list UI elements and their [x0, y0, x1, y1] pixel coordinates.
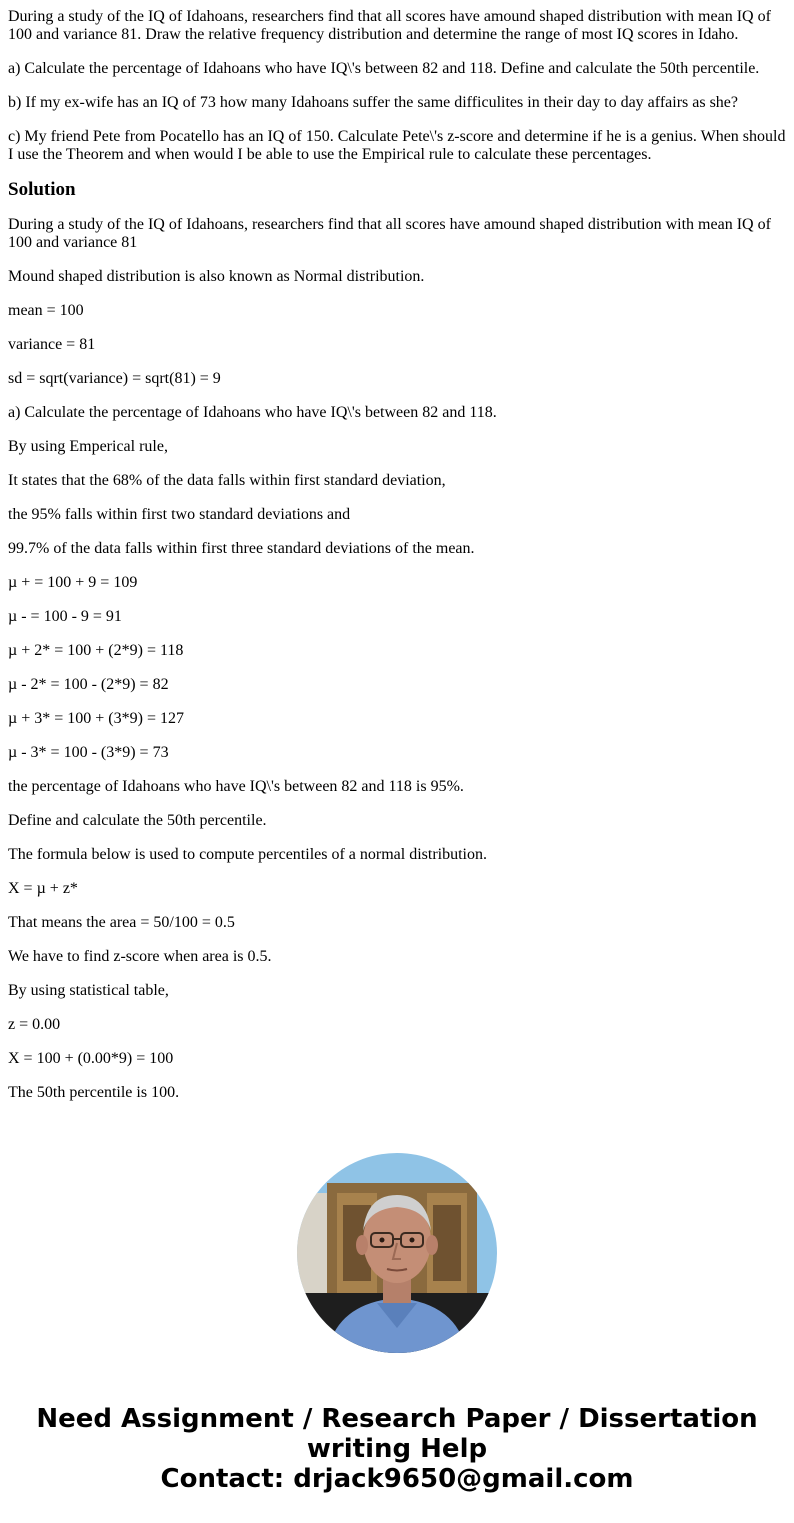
- solution-line: The 50th percentile is 100.: [8, 1084, 180, 1101]
- solution-line: X = 100 + (0.00*9) = 100: [8, 1050, 174, 1067]
- solution-line: By using statistical table,: [8, 982, 169, 999]
- question-part-c: c) My friend Pete from Pocatello has an IQ of 150. Calculate Pete\'s z-score and determine if he is a genius. When should I use the Theorem and when would I be able to use the Empirical rule to calculate these percentages.: [8, 128, 786, 163]
- solution-line: By using Emperical rule,: [8, 438, 168, 455]
- solution-line: µ - 2* = 100 - (2*9) = 82: [8, 676, 169, 693]
- solution-line: the 95% falls within first two standard deviations and: [8, 506, 351, 523]
- solution-line: µ + 2* = 100 + (2*9) = 118: [8, 642, 184, 659]
- solution-line: X = µ + z*: [8, 880, 78, 897]
- promo-line-2: writing Help: [306, 1434, 488, 1464]
- solution-line: µ - = 100 - 9 = 91: [8, 608, 122, 625]
- solution-line: µ + 3* = 100 + (3*9) = 127: [8, 710, 184, 727]
- solution-line: We have to find z-score when area is 0.5.: [8, 948, 272, 965]
- portrait-image: [297, 1153, 497, 1353]
- solution-line: mean = 100: [8, 302, 84, 319]
- solution-line: 99.7% of the data falls within first three standard deviations of the mean.: [8, 540, 475, 557]
- question-intro: During a study of the IQ of Idahoans, researchers find that all scores have amound shaped distribution with mean IQ of 100 and variance 81. Draw the relative frequency distribution and determine the range of most IQ scores in Idaho.: [8, 8, 771, 43]
- promo-footer: [0, 1404, 794, 1494]
- solution-line: µ + = 100 + 9 = 109: [8, 574, 138, 591]
- solution-line: During a study of the IQ of Idahoans, researchers find that all scores have amound shaped distribution with mean IQ of 100 and variance 81: [8, 216, 771, 251]
- contact-email: Contact: drjack9650@gmail.com: [160, 1464, 634, 1494]
- solution-line: µ - 3* = 100 - (3*9) = 73: [8, 744, 169, 761]
- solution-line: The formula below is used to compute percentiles of a normal distribution.: [8, 846, 487, 863]
- solution-line: It states that the 68% of the data falls within first standard deviation,: [8, 472, 446, 489]
- question-part-a: a) Calculate the percentage of Idahoans who have IQ\'s between 82 and 118. Define and calculate the 50th percentile.: [8, 60, 760, 77]
- solution-line: z = 0.00: [8, 1016, 61, 1033]
- promo-line-1: Need Assignment / Research Paper / Dissertation: [36, 1404, 758, 1434]
- solution-line: Mound shaped distribution is also known as Normal distribution.: [8, 268, 425, 285]
- author-avatar: [297, 1153, 497, 1353]
- solution-heading: Solution: [8, 179, 76, 200]
- question-part-b: b) If my ex-wife has an IQ of 73 how many Idahoans suffer the same difficulites in their day to day affairs as she?: [8, 94, 738, 111]
- solution-line: variance = 81: [8, 336, 96, 353]
- solution-line: Define and calculate the 50th percentile.: [8, 812, 267, 829]
- solution-line: That means the area = 50/100 = 0.5: [8, 914, 235, 931]
- solution-line: a) Calculate the percentage of Idahoans who have IQ\'s between 82 and 118.: [8, 404, 497, 421]
- solution-line: sd = sqrt(variance) = sqrt(81) = 9: [8, 370, 221, 387]
- solution-line: the percentage of Idahoans who have IQ\'s between 82 and 118 is 95%.: [8, 778, 464, 795]
